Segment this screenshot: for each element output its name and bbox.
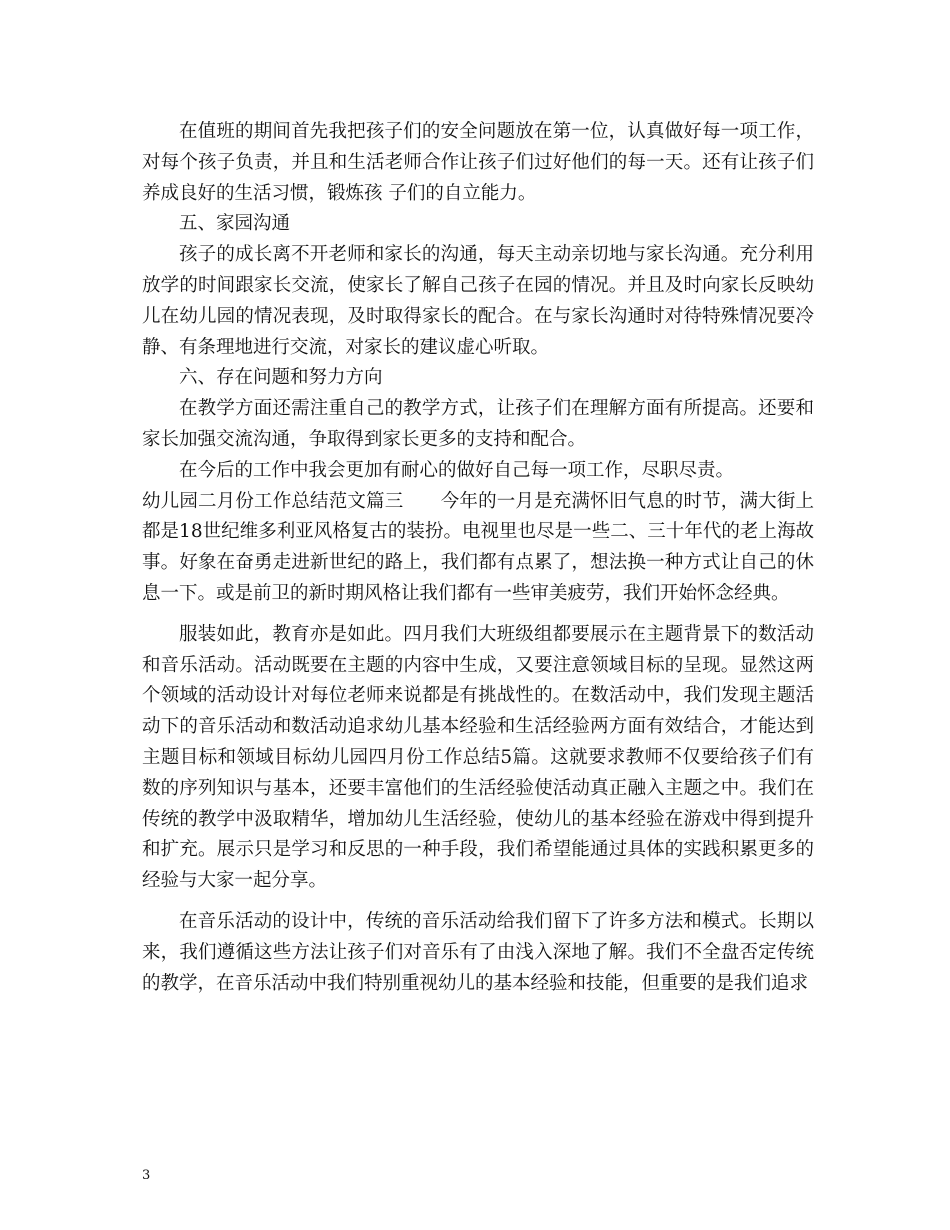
paragraph-clothing-and-education: 服装如此，教育亦是如此。四月我们大班级组都要展示在主题背景下的数活动和音乐活动。活动既要在主题的内容中生成，又要注意领域目标的呈现。显然这两个领域的活动设计对每位老师来说都是有挑战性的。在数活动中，我们发现主题活动下的音乐活动和数活动追求幼儿基本经验和生活经验两方面有效结合，才能达到主题目标和领域目标幼儿园四月份工作总结5篇。这就要求教师不仅要给孩子们有数的序列知识与基本，还要丰富他们的生活经验使活动真正融入主题之中。我们在传统的教学中汲取精华，增加幼儿生活经验，使幼儿的基本经验在游戏中得到提升和扩充。展示只是学习和反思的一种手段，我们希望能通过具体的实践积累更多的经验与大家一起分享。	[142, 623, 814, 892]
document-body	[142, 117, 814, 999]
page-number: 3	[142, 1168, 151, 1183]
paragraph-music-activity-design: 在音乐活动的设计中，传统的音乐活动给我们留下了许多方法和模式。长期以来，我们遵循这些方法让孩子们对音乐有了由浅入深地了解。我们不全盘否定传统的教学，在音乐活动中我们特别重视幼儿的基本经验和技能，但重要的是我们追求	[142, 910, 814, 994]
paragraph-parent-communication: 孩子的成长离不开老师和家长的沟通，每天主动亲切地与家长沟通。充分利用放学的时间跟家长交流，使家长了解自己孩子在园的情况。并且及时向家长反映幼儿在幼儿园的情况表现，及时取得家长的配合。在与家长沟通时对待特殊情况要冷静、有条理地进行交流，对家长的建议虚心听取。	[142, 244, 814, 358]
paragraph-teaching-improvement: 在教学方面还需注重自己的教学方式，让孩子们在理解方面有所提高。还要和家长加强交流沟通，争取得到家长更多的支持和配合。	[142, 398, 814, 450]
section-heading-problems-and-direction: 六、存在问题和努力方向	[179, 367, 383, 389]
paragraph-duty-safety: 在值班的期间首先我把孩子们的安全问题放在第一位，认真做好每一项工作，对每个孩子负责，并且和生活老师合作让孩子们过好他们的每一天。还有让孩子们养成良好的生活习惯，锻炼孩 子们的自立能力。	[142, 121, 814, 204]
paragraph-article-three: 幼儿园二月份工作总结范文篇三 今年的一月是充满怀旧气息的时节，满大街上都是18世纪维多利亚风格复古的装扮。电视里也尽是一些二、三十年代的老上海故事。好象在奋勇走进新世纪的路上，我们都有点累了，想法换一种方式让自己的休息一下。或是前卫的新时期风格让我们都有一些审美疲劳，我们开始怀念经典。	[142, 490, 814, 604]
section-heading-home-school-communication: 五、家园沟通	[179, 213, 291, 235]
paragraph-future-work: 在今后的工作中我会更加有耐心的做好自己每一项工作，尽职尽责。	[179, 459, 735, 481]
